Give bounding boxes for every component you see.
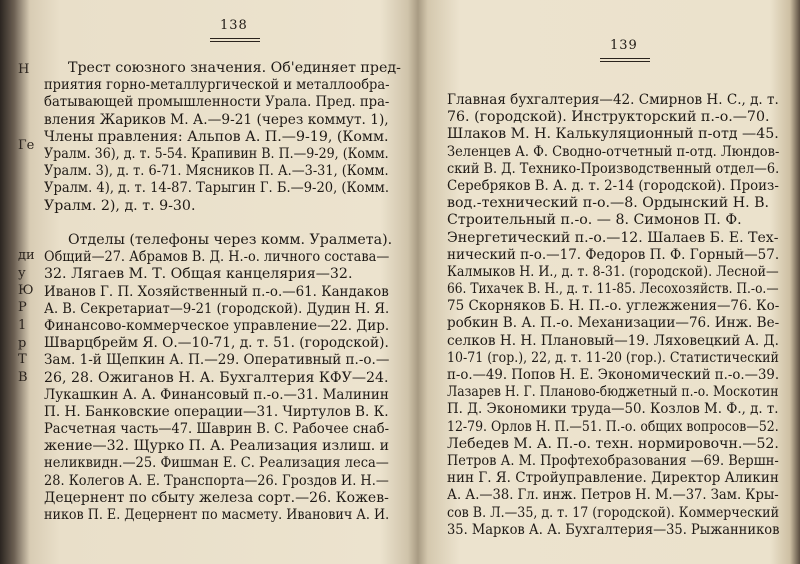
page-number: 139 <box>610 38 638 53</box>
text-line: Отделы (телефоны через комм. Уралмета). <box>68 232 393 248</box>
text-line: жение—32. Щурко П. А. Реализация излиш. и <box>44 438 390 455</box>
text-line: Главная бухгалтерия—42. Смирнов Н. С., д. т. <box>447 92 779 108</box>
text-line: П. Н. Банковские операции—31. Чиртулов В. К. <box>44 403 389 420</box>
text-line: приятия горно-металлургической и металлообра- <box>44 77 390 94</box>
header-rule <box>600 58 650 62</box>
text-line: Лебедев М. А. П.-о. техн. нормировочн.—52. <box>447 435 779 452</box>
text-line: 75 Скорняков Б. Н. П.-о. углежжения—76. Ко- <box>447 298 780 315</box>
text-line: робкин В. А. П.-о. Механизации—76. Инж. Ве- <box>447 315 780 332</box>
margin-fragment: у <box>18 266 26 281</box>
text-line: Шварцбрейм Я. О.—10-71, д. т. 51. (городской). <box>44 335 389 352</box>
text-line: Финансово-коммерческое управление—22. Дир. <box>44 317 390 334</box>
text-line: Шлаков М. Н. Калькуляционный п-отд —45. <box>447 126 779 143</box>
text-line: Строительный п.-о. — 8. Симонов П. Ф. <box>447 212 742 229</box>
margin-fragment: Т <box>18 352 27 367</box>
text-line: вод.-технический п-о.—8. Ордынский Н. В. <box>447 195 770 212</box>
text-line: батывающей промышленности Урала. Пред. пра- <box>44 94 390 111</box>
text-line: сов В. Л.—35, д. т. 17 (городской). Коммерческий <box>447 504 780 521</box>
header-rule <box>210 38 260 42</box>
text-line: Уралм. 2), д. т. 9-30. <box>44 197 196 214</box>
departments-paragraph <box>44 232 415 524</box>
margin-fragment: Н <box>18 62 30 77</box>
trust-description-paragraph <box>44 60 415 215</box>
text-line: Члены правления: Альпов А. П.—9-19, (Комм. <box>44 128 389 145</box>
text-line: Уралм. 36), д. т. 5-54. Крапивин В. П.—9-29, (Комм. <box>44 145 389 162</box>
text-line: А. А.—38. Гл. инж. Петров Н. М.—37. Зам. Кры- <box>447 487 779 504</box>
text-line: 76. (городской). Инструкторский п.-о.—70. <box>447 109 770 126</box>
text-line: Серебряков В. А. д. т. 2-14 (городской). Произ- <box>447 177 779 194</box>
right-page <box>425 0 797 564</box>
text-line: Лукашкин А. А. Финансовый п.-о.—31. Малинин <box>44 386 389 403</box>
margin-fragment: Р <box>18 300 27 315</box>
margin-fragment: В <box>18 370 28 385</box>
text-line: Лазарев Н. Г. Планово-бюджетный п.-о. Москотин <box>447 384 779 401</box>
text-line: П. Д. Экономики труда—50. Козлов М. Ф., д. т. <box>447 401 779 418</box>
text-line: Иванов Г. П. Хозяйственный п.-о.—61. Кандаков <box>44 283 389 300</box>
text-line: Петров А. М. Профтехобразования —69. Вершн- <box>447 452 779 469</box>
text-line: Энергетический п.-о.—12. Шалаев Б. Е. Тех- <box>447 229 779 246</box>
text-line: нин Г. Я. Стройуправление. Директор Аликин <box>447 470 779 487</box>
text-line: Расчетная часть—47. Шаврин В. С. Рабочее снаб- <box>44 421 389 438</box>
departments-continued <box>447 92 797 539</box>
text-line: Децернент по сбыту железа сорт.—26. Кожев- <box>44 489 389 506</box>
text-line: Зеленцев А. Ф. Сводно-отчетный п-отд. Люндов- <box>447 143 780 160</box>
text-line: 26, 28. Ожиганов Н. А. Бухгалтерия КФУ—24. <box>44 369 389 386</box>
text-line: селков Н. Н. Плановый—19. Ляховецкий А. Д. <box>447 332 779 349</box>
text-line: неликвидн.—25. Фишман Е. С. Реализация леса— <box>44 455 389 472</box>
text-line: А. В. Секретариат—9-21 (городской). Дудин Н. Я. <box>44 300 390 317</box>
text-line: 28. Колегов А. Е. Транспорта—26. Гроздов И. Н.— <box>44 472 389 489</box>
text-line: 12-79. Орлов Н. П.—51. П.-о. общих вопросов—52. <box>447 418 779 435</box>
text-line: 66. Тихачек В. Н., д. т. 11-85. Лесохозяйств. П.-о.— <box>447 281 779 298</box>
text-line: Калмыков Н. И., д. т. 8-31. (городской). Лесной— <box>447 263 779 280</box>
text-line: 32. Лягаев М. Т. Общая канцелярия—32. <box>44 266 353 283</box>
text-line: ский В. Д. Технико-Производственный отдел—6. <box>447 160 780 177</box>
text-line: вления Жариков М. А.—9-21 (через коммут. 1), <box>44 111 389 128</box>
previous-page-edge <box>0 0 35 564</box>
text-line: Уралм. 3), д. т. 6-71. Мясников П. А.—3-31, (Комм. <box>44 163 389 180</box>
margin-fragment: 1 <box>18 318 27 333</box>
margin-fragment: Ю <box>18 283 34 298</box>
text-line: Зам. 1-й Щепкин А. П.—29. Оперативный п.-о.— <box>44 352 390 369</box>
text-line: п-о.—49. Попов Н. Е. Экономический п.-о.—39. <box>447 367 780 383</box>
text-line: 35. Марков А. А. Бухгалтерия—35. Рыжанников <box>447 521 780 538</box>
text-line: Общий—27. Абрамов В. Д. Н.-о. личного состава— <box>44 249 390 266</box>
text-line: ников П. Е. Децернент по масмету. Иванович А. И. <box>44 507 390 523</box>
left-page <box>30 0 415 564</box>
text-line: Уралм. 4), д. т. 14-87. Тарыгин Г. Б.—9-20, (Комм. <box>44 180 390 197</box>
margin-fragment: р <box>18 336 27 351</box>
page-number: 138 <box>220 18 248 33</box>
margin-fragment: Ге <box>18 138 35 153</box>
text-line: Трест союзного значения. Об'единяет пред- <box>68 60 401 76</box>
text-line: нический п-о.—17. Федоров П. Ф. Горный—57. <box>447 246 780 263</box>
margin-fragment: ди <box>18 248 35 263</box>
text-line: 10-71 (гор.), 22, д. т. 11-20 (гор.). Статистический <box>447 349 779 366</box>
